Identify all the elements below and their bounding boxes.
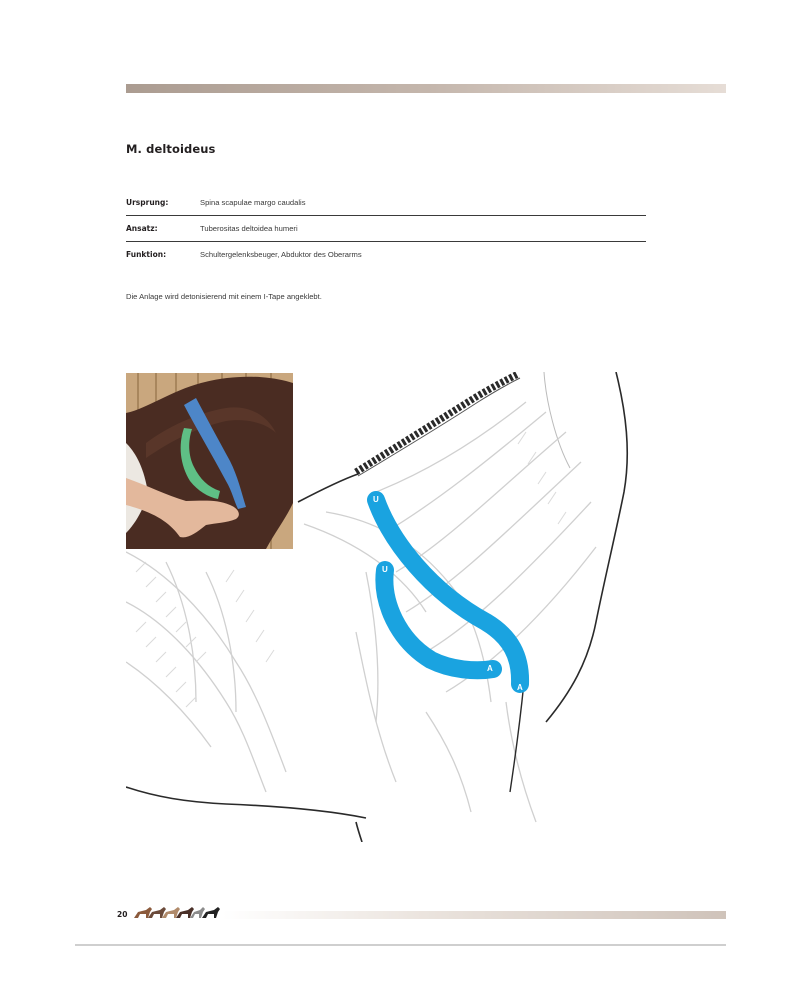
- tape-upper: [376, 500, 520, 684]
- info-value: Tuberositas deltoidea humeri: [200, 224, 298, 233]
- info-label: Funktion:: [126, 250, 167, 259]
- info-row-funktion: [126, 242, 646, 267]
- anatomy-illustration: [126, 372, 650, 842]
- info-row-ansatz: [126, 216, 646, 242]
- info-value: Spina scapulae margo caudalis: [200, 198, 306, 207]
- muscle-info-table: [126, 190, 646, 267]
- footer-bar: [222, 911, 726, 919]
- page-title: M. deltoideus: [126, 142, 216, 156]
- page-number: 20: [117, 910, 128, 919]
- info-label: Ursprung:: [126, 198, 169, 207]
- tape-origin-label-lower: U: [382, 565, 388, 574]
- application-note: Die Anlage wird detonisierend mit einem I-Tape angeklebt.: [126, 292, 322, 301]
- info-value: Schultergelenksbeuger, Abduktor des Oberarms: [200, 250, 362, 259]
- tape-insertion-label-lower: A: [487, 664, 493, 673]
- info-row-ursprung: [126, 190, 646, 216]
- bottom-rule: [75, 944, 726, 946]
- tape-insertion-label-upper: A: [517, 683, 523, 692]
- tape-origin-label-upper: U: [373, 495, 379, 504]
- horses-logo: [132, 904, 220, 922]
- info-label: Ansatz:: [126, 224, 158, 233]
- header-bar: [126, 84, 726, 93]
